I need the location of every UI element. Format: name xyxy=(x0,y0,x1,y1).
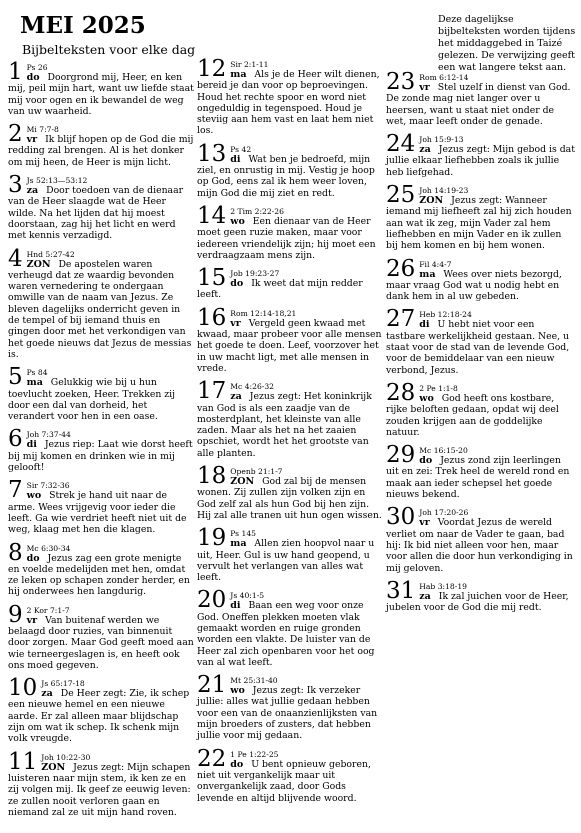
weekday-label: vr xyxy=(419,82,430,93)
reading-entry xyxy=(386,307,576,375)
weekday-label: za xyxy=(419,144,431,156)
reading-entry xyxy=(8,541,194,598)
day-number: 11 xyxy=(8,748,38,775)
reading-text: Van buitenaf werden we belaagd door ruzies, van binnenuit door zorgen. Maar God geeft moed aan wie terneergeslagen is, en heeft ook ons moed gegeven. xyxy=(8,614,194,671)
reading-entry xyxy=(8,60,194,117)
scripture-reference: Ps 145 xyxy=(230,529,256,539)
scripture-reference: Openb 21:1-7 xyxy=(230,467,283,477)
day-number: 14 xyxy=(197,202,227,229)
intro-note: Deze dagelijkse bijbelteksten worden tijdens het middaggebed in Taizé gelezen. De verwijzing geeft een wat langere tekst aan. xyxy=(438,14,576,73)
day-number: 3 xyxy=(8,172,23,199)
day-number: 29 xyxy=(386,442,416,469)
scripture-reference: Mc 6:30-34 xyxy=(26,543,71,553)
weekday-label: ma xyxy=(419,268,436,280)
scripture-reference: 2 Pe 1:1-8 xyxy=(419,383,458,393)
scripture-reference: Joh 17:20-26 xyxy=(419,508,469,518)
reading-entry xyxy=(8,427,194,473)
reading-entry xyxy=(8,365,194,422)
scripture-reference: Rom 6:12-14 xyxy=(419,73,469,82)
day-number: 1 xyxy=(8,59,23,85)
weekday-label: do xyxy=(230,758,244,770)
day-number: 22 xyxy=(197,745,227,772)
weekday-label: di xyxy=(419,319,430,331)
day-number: 19 xyxy=(197,525,227,552)
day-number: 18 xyxy=(197,463,227,490)
reading-text: Jezus zegt: Mijn schapen luisteren naar mijn stem, ik ken ze en zij volgen mij. Ik geef ze eeuwig leven: ze zullen nooit verloren gaan en niemand zal ze uit mijn hand roven. xyxy=(8,761,191,818)
day-number: 6 xyxy=(8,426,23,453)
reading-text: U hebt niet voor een tastbare werkelijkheid gestaan. Nee, u staat voor de stad van de levende God, voor de bemiddelaar van een nieuw verbond, Jezus. xyxy=(386,319,570,376)
column-2 xyxy=(197,57,383,809)
reading-text: Jezus zegt: Wanneer iemand mij liefheeft zal hij zich houden aan wat ik zeg, mijn Vader zal hem liefhebben en mijn Vader en ik zullen bij hem komen en bij hem wonen. xyxy=(386,195,572,252)
weekday-label: ma xyxy=(230,69,247,80)
weekday-label: di xyxy=(26,439,37,451)
reading-entry xyxy=(386,381,576,438)
weekday-label: vr xyxy=(26,614,38,626)
reading-entry xyxy=(197,142,383,199)
day-number: 12 xyxy=(197,56,227,82)
weekday-label: ma xyxy=(26,377,43,389)
reading-entry xyxy=(197,306,383,374)
scripture-reference: Mt 25:31-40 xyxy=(230,676,278,686)
weekday-label: do xyxy=(26,72,40,83)
day-number: 10 xyxy=(8,675,38,702)
scripture-reference: Mc 4:26-32 xyxy=(230,382,275,392)
weekday-label: za xyxy=(26,185,39,197)
day-number: 4 xyxy=(8,245,23,272)
reading-entry xyxy=(386,183,576,251)
reading-text: Door toedoen van de dienaar van de Heer slaagde wat de Heer wilde. Na het lijden dat hij moest doorstaan, zag hij het licht en werd met kennis verzadigd. xyxy=(8,185,184,242)
weekday-label: ZON xyxy=(230,476,255,488)
reading-entry xyxy=(197,379,383,459)
day-number: 13 xyxy=(197,140,227,167)
reading-text: Jezus riep: Laat wie dorst heeft bij mij komen en drinken wie in mij gelooft! xyxy=(8,439,193,474)
weekday-label: ZON xyxy=(419,195,444,207)
scripture-reference: Joh 10:22-30 xyxy=(41,752,91,762)
scripture-reference: Joh 14:19-23 xyxy=(419,186,469,196)
day-number: 15 xyxy=(197,265,227,292)
reading-entry xyxy=(8,247,194,361)
day-number: 2 xyxy=(8,121,23,148)
reading-text: Wees over niets bezorgd, maar vraag God wat u nodig hebt en dank hem in al uw gebeden. xyxy=(386,268,562,303)
reading-text: Als je de Heer wilt dienen, bereid je dan voor op beproevingen. Houd het rechte spoor en word niet ongeduldig in tegenspoed. Houd je steviig aan hem vast en laat hem niet los. xyxy=(197,69,380,137)
reading-text: De Heer zegt: Zie, ik schep een nieuwe hemel en een nieuwe aarde. Er zal alleen maar blijdschap zijn om wat ik schep. Ik schenk mijn volk vreugde. xyxy=(8,688,190,745)
day-number: 25 xyxy=(386,182,416,209)
day-number: 16 xyxy=(197,304,227,331)
reading-entry xyxy=(197,747,383,804)
reading-text: Jezus zag een grote menigte en voelde medelijden met hen, omdat ze leken op schapen zonder herder, en hij onderwees hen langdurig. xyxy=(8,552,190,598)
reading-text: Jezus zond zijn leerlingen uit en zei: Trek heel de wereld rond en maak aan ieder schepsel het goede nieuws bekend. xyxy=(386,455,570,501)
reading-text: Ik zal juichen voor de Heer, jubelen voor de God die mij redt. xyxy=(386,590,569,614)
day-number: 23 xyxy=(386,69,416,95)
reading-text: Wat ben je bedroefd, mijn ziel, en onrustig in mij. Vestig je hoop op God, eens zal ik hem weer loven, mijn God die mij ziet en redt. xyxy=(197,153,375,199)
scripture-reference: Mc 16:15-20 xyxy=(419,446,468,456)
weekday-label: vr xyxy=(419,517,430,529)
reading-entry xyxy=(8,478,194,535)
scripture-reference: Js 52:13—53:12 xyxy=(26,176,88,186)
day-number: 5 xyxy=(8,364,23,391)
scripture-reference: Joh 15:9-13 xyxy=(419,135,464,145)
scripture-reference: Sir 2:1-11 xyxy=(230,60,269,69)
scripture-reference: Job 19:23-27 xyxy=(230,269,280,279)
reading-entry xyxy=(386,257,576,303)
weekday-label: do xyxy=(230,278,244,290)
weekday-label: vr xyxy=(26,134,38,146)
scripture-reference: Js 65:17-18 xyxy=(41,679,85,689)
weekday-label: vr xyxy=(230,317,241,329)
scripture-reference: Ps 26 xyxy=(26,63,48,72)
reading-entry xyxy=(8,122,194,168)
reading-text: Gelukkig wie bij u hun toevlucht zoeken, Heer. Trekken zij door een dal van dorheid, het verandert voor hen in een oase. xyxy=(8,377,176,423)
weekday-label: wo xyxy=(26,490,42,502)
scripture-reference: Ps 84 xyxy=(26,368,48,378)
reading-text: Allen zien hoopvol naar u uit, Heer. Gul is uw hand geopend, u vervult het verlangen van alles wat leeft. xyxy=(197,538,375,584)
column-1 xyxy=(8,60,194,823)
reading-entry xyxy=(197,57,383,137)
scripture-reference: Hab 3:18-19 xyxy=(419,581,467,591)
scripture-reference: Heb 12:18-24 xyxy=(419,310,472,320)
weekday-label: di xyxy=(230,600,241,612)
scripture-reference: 1 Pe 1:22-25 xyxy=(230,749,279,759)
reading-entry xyxy=(197,266,383,301)
reading-text: Jezus zegt: Ik verzeker jullie: alles wat jullie gedaan hebben voor een van de onaanzienlijksten van mijn broeders of zusters, dat hebben jullie voor mij gedaan. xyxy=(197,685,378,742)
reading-entry xyxy=(8,603,194,671)
day-number: 27 xyxy=(386,306,416,333)
reading-text: God heeft ons kostbare, rijke beloften gedaan, opdat wij deel zouden krijgen aan de goddelijke natuur. xyxy=(386,392,559,438)
weekday-label: za xyxy=(230,391,242,403)
reading-entry xyxy=(8,750,194,818)
reading-text: Jezus zegt: Het koninkrijk van God is als een zaadje van de mosterdplant, het kleinste van alle zaden. Maar als het na het zaaien opschiet, wordt het het grootste van alle planten. xyxy=(197,391,372,459)
reading-entry xyxy=(386,132,576,178)
reading-text: God zal bij de mensen wonen. Zij zullen zijn volken zijn en God zelf zal als hun God bij hen zijn. Hij zal alle tranen uit hun ogen wissen. xyxy=(197,476,382,521)
reading-entry xyxy=(197,204,383,261)
weekday-label: wo xyxy=(230,685,245,697)
weekday-label: do xyxy=(26,552,40,564)
weekday-label: za xyxy=(41,688,53,700)
reading-text: Ik blijf hopen op de God die mij redding zal brengen. Al is het donker om mij heen, de Heer is mijn licht. xyxy=(8,134,194,168)
day-number: 7 xyxy=(8,477,23,504)
column-3 xyxy=(386,70,576,618)
reading-entry xyxy=(197,673,383,741)
scripture-reference: Mi 7:7-8 xyxy=(26,125,59,135)
scripture-reference: 2 Tim 2:22-26 xyxy=(230,206,284,216)
reading-entry xyxy=(386,579,576,614)
reading-text: Vergeld geen kwaad met kwaad, maar probeer voor alle mensen het goede te doen. Leef, voorzover het in uw macht ligt, met alle mensen in vrede. xyxy=(197,317,382,374)
reading-text: U bent opnieuw geboren, niet uit vergankelijk maar uit onvergankelijk zaad, door Gods levende en altijd blijvende woord. xyxy=(197,758,371,804)
reading-entry xyxy=(386,505,576,573)
day-number: 21 xyxy=(197,672,227,699)
reading-text: Doorgrond mij, Heer, en ken mij, peil mijn hart, want uw liefde staat mij voor ogen en ik bewandel de weg van uw waarheid. xyxy=(8,72,194,117)
reading-entry xyxy=(197,588,383,668)
day-number: 20 xyxy=(197,587,227,614)
scripture-reference: Joh 7:37-44 xyxy=(26,430,71,440)
reading-entry xyxy=(386,70,576,127)
reading-entry xyxy=(197,464,383,521)
reading-text: Ik weet dat mijn redder leeft. xyxy=(197,278,363,301)
scripture-reference: Js 40:1-5 xyxy=(230,591,265,601)
day-number: 24 xyxy=(386,131,416,158)
scripture-reference: Fil 4:4-7 xyxy=(419,259,452,269)
reading-entry xyxy=(386,443,576,500)
day-number: 26 xyxy=(386,255,416,282)
page-title: MEI 2025 xyxy=(20,12,146,39)
scripture-reference: 2 Kor 7:1-7 xyxy=(26,605,70,615)
reading-text: Een dienaar van de Heer moet geen ruzie maken, maar voor iedereen vriendelijk zijn; hij moet een verdraagzaam mens zijn. xyxy=(197,215,376,261)
day-number: 28 xyxy=(386,379,416,406)
weekday-label: ZON xyxy=(41,761,66,773)
weekday-label: di xyxy=(230,153,241,165)
weekday-label: ZON xyxy=(26,258,51,270)
page-subtitle: Bijbelteksten voor elke dag xyxy=(22,42,196,57)
weekday-label: za xyxy=(419,590,431,602)
scripture-reference: Sir 7:32-36 xyxy=(26,481,70,491)
scripture-reference: Hnd 5:27-42 xyxy=(26,249,75,259)
reading-text: Stel uzelf in dienst van God. De zonde mag niet langer over u heersen, want u staat niet onder de wet, maar leeft onder de genade. xyxy=(386,82,571,127)
day-number: 30 xyxy=(386,504,416,531)
reading-text: Voordat Jezus de wereld verliet om naar de Vader te gaan, bad hij: Ik bid niet alleen voor hen, maar voor allen die door hun verkondiging in mij geloven. xyxy=(386,517,573,574)
day-number: 8 xyxy=(8,539,23,566)
scripture-reference: Rom 12:14-18,21 xyxy=(230,308,297,318)
reading-text: Baan een weg voor onze God. Oneffen plekken moeten vlak gemaakt worden en ruige gronden worden een vlakte. De luister van de Heer zal zich openbaren voor het oog van al wat leeft. xyxy=(197,600,375,668)
day-number: 17 xyxy=(197,378,227,405)
reading-text: De apostelen waren verheugd dat ze waardig bevonden waren vernedering te ondergaan omwille van de naam van Jezus. Ze bleven dagelijks onderricht geven in de tempel of bij iemand thuis en gingen door met het verkondigen van het goede nieuws dat Jezus de messias is. xyxy=(8,258,192,360)
reading-entry xyxy=(197,526,383,583)
reading-entry xyxy=(8,173,194,241)
reading-text: Jezus zegt: Mijn gebod is dat jullie elkaar liefhebben zoals ik jullie heb liefgehad. xyxy=(386,144,575,178)
weekday-label: ma xyxy=(230,538,247,550)
day-number: 31 xyxy=(386,577,416,604)
weekday-label: do xyxy=(419,455,433,467)
reading-entry xyxy=(8,676,194,744)
weekday-label: wo xyxy=(419,392,434,404)
weekday-label: wo xyxy=(230,215,245,227)
scripture-reference: Ps 42 xyxy=(230,144,252,154)
reading-text: Strek je hand uit naar de arme. Wees vrijgevig voor ieder die leeft. Ga wie verdriet heeft niet uit de weg, klaag met hen die klagen. xyxy=(8,490,187,536)
day-number: 9 xyxy=(8,601,23,628)
